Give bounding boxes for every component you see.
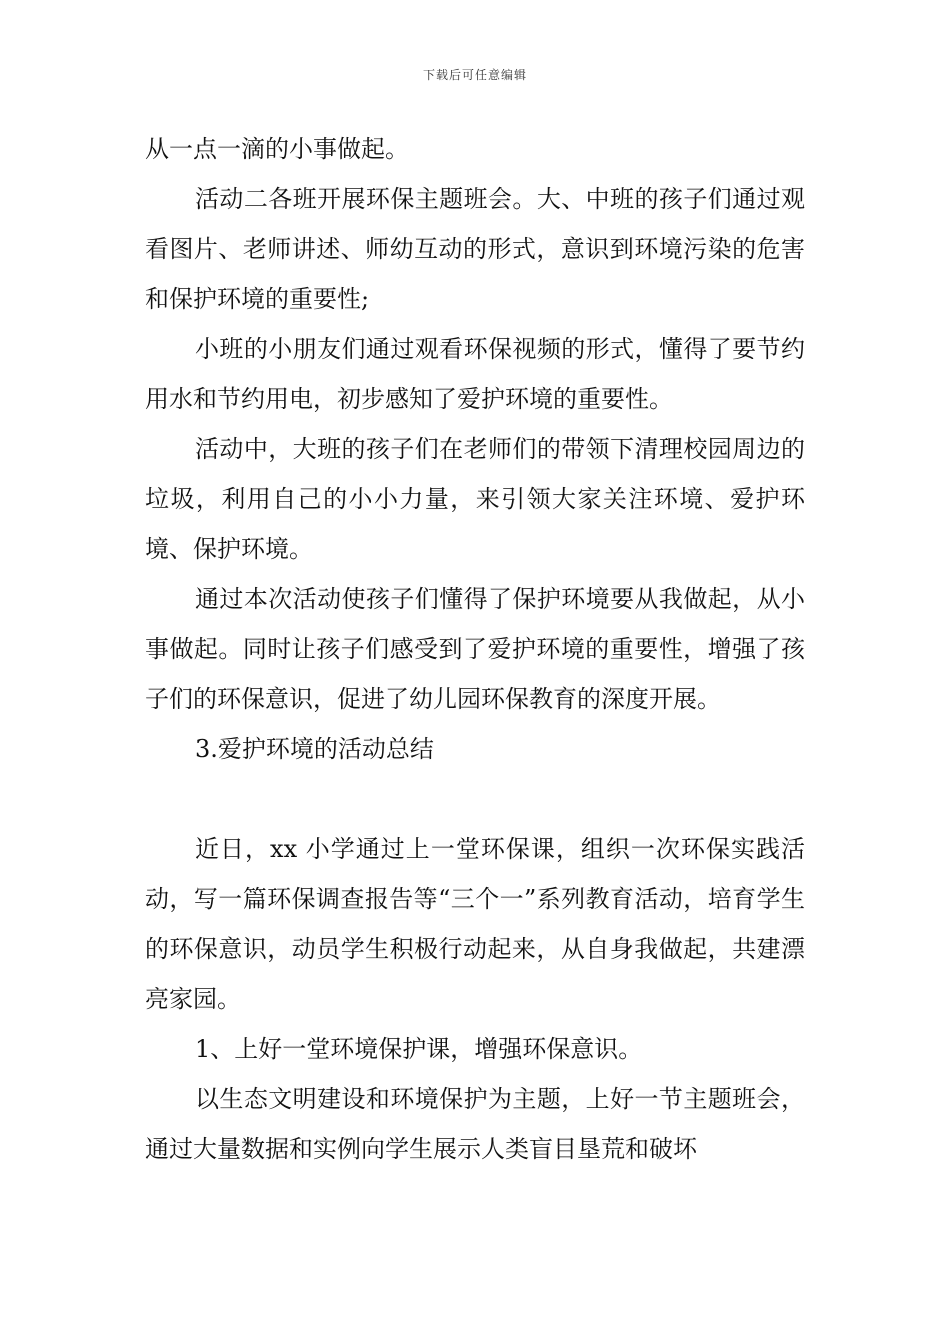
paragraph: 从一点一滴的小事做起。 (145, 135, 409, 163)
paragraph: 活动二各班开展环保主题班会。大、中班的孩子们通过观看图片、老师讲述、师幼互动的形式，意识到环境污染的危害和保护环境的重要性; (145, 185, 805, 313)
paragraph: 近日，xx 小学通过上一堂环保课，组织一次环保实践活动，写一篇环保调查报告等“三个一”系列教育活动，培育学生的环保意识，动员学生积极行动起来，从自身我做起，共建漂亮家园。 (145, 835, 805, 1013)
page-header: 下载后可任意编辑 (422, 68, 527, 82)
paragraph: 小班的小朋友们通过观看环保视频的形式，懂得了要节约用水和节约用电，初步感知了爱护环境的重要性。 (145, 335, 805, 413)
blank-line (145, 774, 805, 824)
paragraph: 以生态文明建设和环境保护为主题，上好一节主题班会，通过大量数据和实例向学生展示人类盲目垦荒和破坏 (145, 1085, 805, 1163)
paragraph: 活动中，大班的孩子们在老师们的带领下清理校园周边的垃圾，利用自己的小小力量，来引领大家关注环境、爱护环境、保护环境。 (145, 435, 805, 563)
paragraph: 通过本次活动使孩子们懂得了保护环境要从我做起，从小事做起。同时让孩子们感受到了爱护环境的重要性，增强了孩子们的环保意识，促进了幼儿园环保教育的深度开展。 (145, 585, 805, 713)
subsection-heading: 1、上好一堂环境保护课，增强环保意识。 (195, 1035, 643, 1063)
section-heading: 3.爱护环境的活动总结 (195, 735, 434, 763)
document-body (145, 124, 805, 1174)
